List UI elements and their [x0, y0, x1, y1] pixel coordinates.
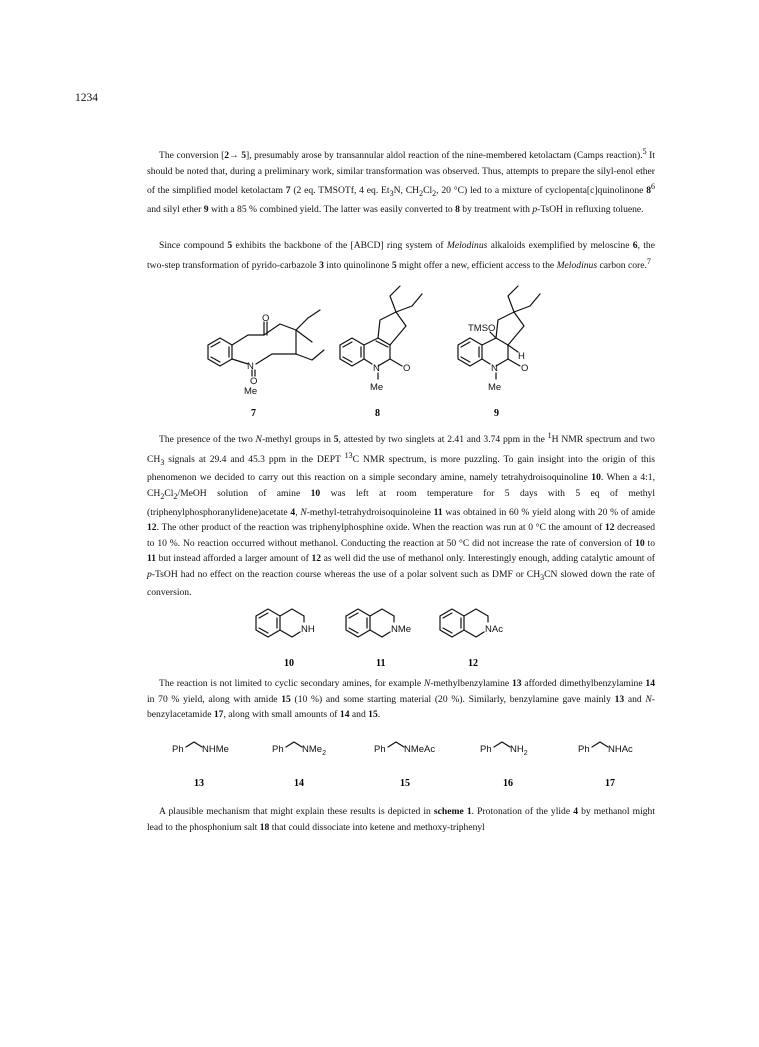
svg-text:10: 10 [284, 658, 294, 669]
svg-text:O: O [521, 363, 529, 374]
svg-text:Ph: Ph [172, 744, 184, 755]
svg-text:Me: Me [488, 382, 502, 393]
svg-text:12: 12 [468, 658, 478, 669]
structures-row-2 [250, 592, 530, 672]
page-number: 1234 [75, 92, 98, 104]
paragraph-5: A plausible mechanism that might explain these results is depicted in scheme 1. Protonation of the ylide 4 by methanol might lead to the phosphonium salt 18 that could dissociate into ketene and methoxy-triphenyl [147, 806, 655, 833]
structure-11 [346, 609, 411, 669]
svg-text:N: N [247, 361, 254, 372]
svg-text:NMe2: NMe$_2$ [302, 744, 326, 757]
svg-text:NMeAc: NMeAc [404, 744, 436, 755]
svg-text:Ph: Ph [272, 744, 284, 755]
svg-text:TMSO: TMSO [468, 323, 496, 334]
svg-text:NHAc: NHAc [608, 744, 633, 755]
structure-15 [374, 742, 435, 789]
svg-text:NAc: NAc [485, 624, 503, 635]
svg-text:O: O [250, 376, 258, 387]
structure-13 [172, 742, 229, 789]
structure-14 [272, 742, 326, 789]
svg-text:Me: Me [244, 386, 258, 397]
svg-text:16: 16 [503, 778, 513, 789]
svg-text:O: O [403, 363, 411, 374]
svg-text:NH: NH [301, 624, 315, 635]
svg-text:9: 9 [494, 408, 499, 419]
structure-10 [256, 609, 315, 669]
structure-8 [340, 286, 422, 419]
structures-row-1 [200, 290, 580, 420]
paragraph-2: Since compound 5 exhibits the backbone of the [ABCD] ring system of Melodinus alkaloids exemplified by meloscine 6, the two-step transformation of pyrido-carbazole 3 into quinolinone 5 might offer a new, efficient access to the Melodinus carbon core.$^7$ [147, 240, 655, 271]
structure-7 [208, 310, 324, 419]
svg-text:13: 13 [194, 778, 204, 789]
paragraph-3: The presence of the two N-methyl groups in 5, attested by two singlets at 2.41 and 3.74 ppm in the $^1$H NMR spectrum and two $CH_3$ signals at 29.4 and 45.3 ppm in the DEPT $^{13}$C NMR spectrum, is more puzzling. To gain insight into the origin of this phenomenon we decided to carry out this reaction on a simple secondary amine, namely tetrahydroisoquinoline 10. When a 4:1, $CH_2Cl_2$/MeOH solution of amine 10 was left at room temperature for 5 days with 5 eq of methyl (triphenylphosphoranylidene)acetate 4, N-methyl-tetrahydroisoquinoleine 11 was obtained in 60 % yield along with 20 % of amide 12. The other product of the reaction was triphenylphosphine oxide. When the reaction was run at 0 °C the amount of 12 decreased to 10 %. No reaction occurred without methanol. Conducting the reaction at 50 °C did not increase the rate of conversion of 10 to 11 but instead afforded a larger amount of 12 as well did the use of methanol only. Interestingly enough, adding catalytic amount of p-TsOH had no effect on the reaction course whereas the use of a polar solvent such as DMF or $CH_3CN$ slowed down the rate of conversion. [147, 431, 656, 599]
structures-row-3 [160, 738, 660, 798]
svg-text:8: 8 [375, 408, 380, 419]
svg-text:Ph: Ph [374, 744, 386, 755]
structure-9 [458, 286, 540, 419]
svg-text:N: N [373, 363, 380, 374]
paragraph-4: The reaction is not limited to cyclic secondary amines, for example N-methylbenzylamine 13 afforded dimethylbenzylamine 14 in 70 % yield, along with amide 15 (10 %) and some starting material (20 %). Similarly, benzylamine gave mainly 13 and N-benzylacetamide 17, along with small amounts of 14 and 15. [147, 678, 655, 721]
svg-text:11: 11 [376, 658, 386, 669]
structure-12 [440, 609, 503, 669]
svg-text:H: H [518, 351, 525, 362]
paragraph-1: The conversion [2→ 5], presumably arose by transannular aldol reaction of the nine-membered ketolactam (Camps reaction).$^5$ It should be noted that, during a preliminary work, similar transformation was observed. Thus, attempts to prepare the silyl-enol ether of the simplified model ketolactam 7 (2 eq. TMSOTf, 4 eq. $Et_3N$, $CH_2Cl_2$, 20 °C) led to a mixture of cyclopenta[c]quinolinone $8^6$ and silyl ether 9 with a 85 % combined yield. The latter was easily converted to 8 by treatment with p-TsOH in refluxing toluene. [147, 147, 655, 216]
svg-text:Ph: Ph [480, 744, 492, 755]
structure-16 [480, 742, 528, 789]
svg-text:Ph: Ph [578, 744, 590, 755]
svg-text:O: O [262, 313, 270, 324]
svg-text:NHMe: NHMe [202, 744, 229, 755]
svg-text:17: 17 [605, 778, 615, 789]
svg-text:NH2: $NH_2$ [510, 744, 528, 757]
svg-text:NMe: NMe [391, 624, 412, 635]
svg-text:Me: Me [370, 382, 384, 393]
svg-text:15: 15 [400, 778, 410, 789]
svg-text:N: N [491, 363, 498, 374]
svg-text:7: 7 [251, 408, 256, 419]
svg-text:14: 14 [294, 778, 304, 789]
structure-17 [578, 742, 633, 789]
